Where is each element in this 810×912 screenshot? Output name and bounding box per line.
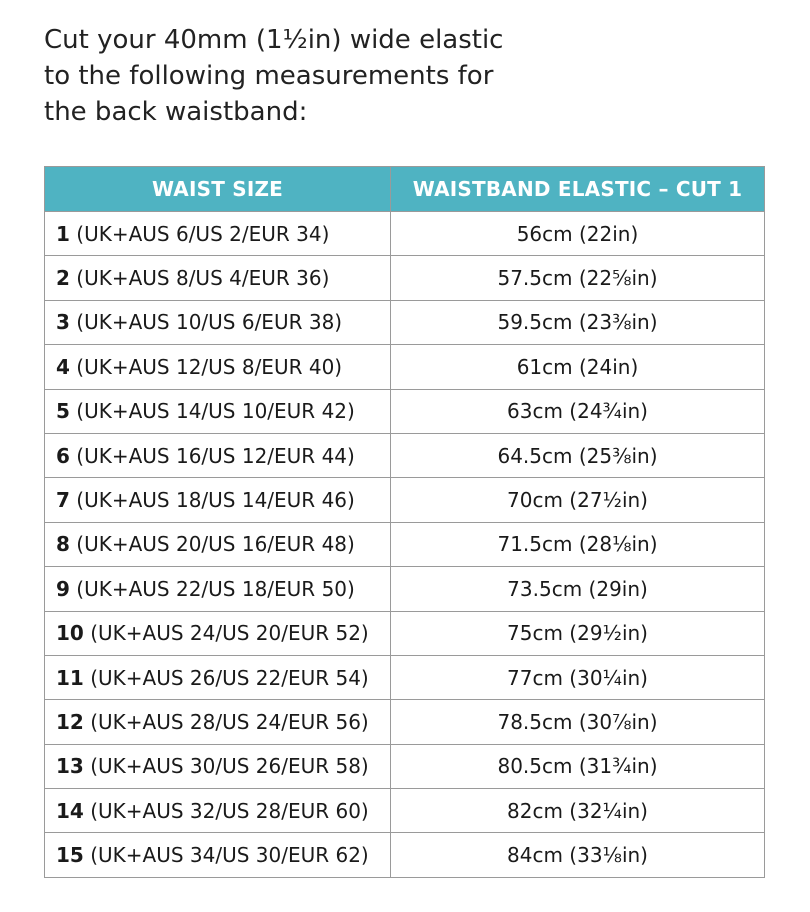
table-row [45,611,765,655]
waistband-size-table [44,166,765,878]
table-row [45,522,765,566]
header-waistband-elastic: WAISTBAND ELASTIC – CUT 1 [391,167,765,212]
size-number: 8 [56,532,70,557]
elastic-cut-cell: 59.5cm (23⅜in) [391,300,765,344]
size-label: (UK+AUS 24/US 20/EUR 52) [90,621,369,646]
table-row [45,345,765,389]
waist-size-cell [45,567,391,611]
size-number: 15 [56,843,84,868]
size-number: 13 [56,754,84,779]
waist-size-cell [45,212,391,256]
size-number: 6 [56,443,70,468]
elastic-cut-cell: 73.5cm (29in) [391,567,765,611]
waist-size-cell [45,433,391,477]
elastic-cut-cell: 70cm (27½in) [391,478,765,522]
size-label: (UK+AUS 28/US 24/EUR 56) [90,709,369,734]
table-row [45,389,765,433]
table-row [45,567,765,611]
table-row [45,655,765,699]
size-number: 11 [56,665,84,690]
waist-size-cell [45,655,391,699]
waist-size-cell [45,611,391,655]
size-label: (UK+AUS 26/US 22/EUR 54) [90,665,369,690]
size-number: 1 [56,221,70,246]
size-number: 7 [56,488,70,513]
size-label: (UK+AUS 22/US 18/EUR 50) [76,576,355,601]
elastic-cut-cell: 77cm (30¼in) [391,655,765,699]
waist-size-cell [45,345,391,389]
table-header-row [45,167,765,212]
elastic-cut-cell: 75cm (29½in) [391,611,765,655]
elastic-cut-cell: 80.5cm (31¾in) [391,744,765,788]
table-row [45,212,765,256]
size-label: (UK+AUS 18/US 14/EUR 46) [76,488,355,513]
elastic-cut-cell: 56cm (22in) [391,212,765,256]
size-label: (UK+AUS 34/US 30/EUR 62) [90,843,369,868]
size-label: (UK+AUS 20/US 16/EUR 48) [76,532,355,557]
size-number: 3 [56,310,70,335]
size-label: (UK+AUS 6/US 2/EUR 34) [76,221,330,246]
elastic-cut-cell: 84cm (33⅛in) [391,833,765,877]
waist-size-cell [45,744,391,788]
table-row [45,478,765,522]
elastic-cut-cell: 78.5cm (30⅞in) [391,700,765,744]
size-number: 4 [56,354,70,379]
table-row [45,433,765,477]
size-number: 2 [56,266,70,291]
elastic-cut-cell: 57.5cm (22⅝in) [391,256,765,300]
size-number: 14 [56,798,84,823]
elastic-cut-cell: 82cm (32¼in) [391,789,765,833]
waist-size-cell [45,789,391,833]
size-number: 10 [56,621,84,646]
waist-size-cell [45,833,391,877]
table-row [45,833,765,877]
waist-size-cell [45,300,391,344]
waist-size-cell [45,700,391,744]
size-label: (UK+AUS 16/US 12/EUR 44) [76,443,355,468]
size-label: (UK+AUS 8/US 4/EUR 36) [76,266,330,291]
table-row [45,789,765,833]
size-number: 5 [56,399,70,424]
instruction-text: Cut your 40mm (1½in) wide elastic to the following measurements for the back waistband: [44,25,504,127]
elastic-cut-cell: 64.5cm (25⅜in) [391,433,765,477]
size-number: 12 [56,709,84,734]
size-label: (UK+AUS 32/US 28/EUR 60) [90,798,369,823]
elastic-cut-cell: 61cm (24in) [391,345,765,389]
size-label: (UK+AUS 12/US 8/EUR 40) [76,354,343,379]
waist-size-cell [45,522,391,566]
size-label: (UK+AUS 30/US 26/EUR 58) [90,754,369,779]
elastic-cut-cell: 71.5cm (28⅛in) [391,522,765,566]
size-number: 9 [56,576,70,601]
size-label: (UK+AUS 14/US 10/EUR 42) [76,399,355,424]
table-row [45,300,765,344]
waist-size-cell [45,256,391,300]
table-row [45,256,765,300]
table-row [45,744,765,788]
elastic-cut-cell: 63cm (24¾in) [391,389,765,433]
waist-size-cell [45,389,391,433]
size-label: (UK+AUS 10/US 6/EUR 38) [76,310,343,335]
header-waist-size: WAIST SIZE [45,167,391,212]
waist-size-cell [45,478,391,522]
table-row [45,700,765,744]
